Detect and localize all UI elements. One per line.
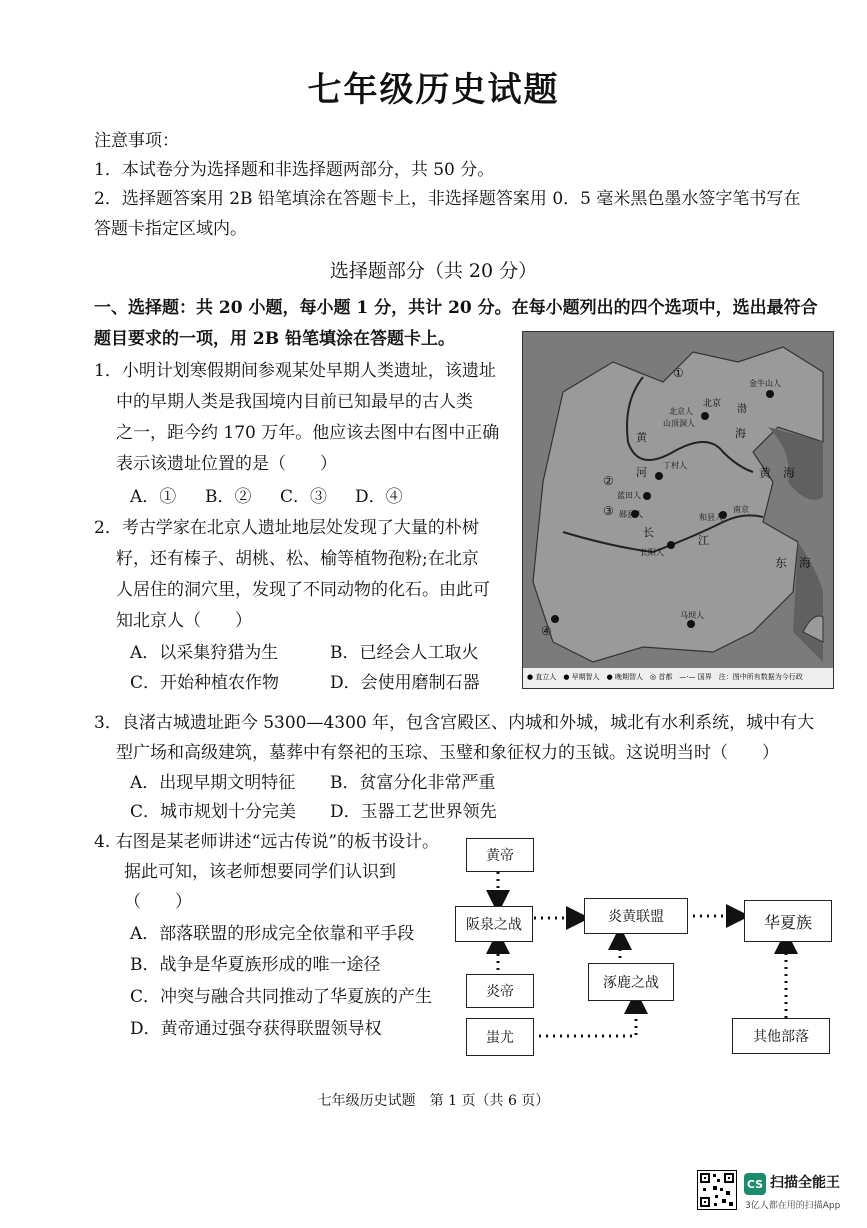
camscanner-logo: CS <box>744 1173 766 1195</box>
q3-option-a: A．出现早期文明特征 <box>130 773 296 793</box>
note-item-2: 2．选择题答案用 2B 铅笔填涂在答题卡上，非选择题答案用 0．5 毫米黑色墨水签字笔书写在 <box>94 189 801 209</box>
q2-option-c: C．开始种植农作物 <box>130 673 280 693</box>
southwest-marker <box>551 615 559 623</box>
map-label-bo: 渤 <box>737 404 747 415</box>
notes-heading: 注意事项： <box>94 131 179 151</box>
note-item-1: 1．本试卷分为选择题和非选择题两部分，共 50 分。 <box>94 160 495 180</box>
q1-option-b: B．② <box>205 487 252 507</box>
box-huangdi: 黄帝 <box>466 838 534 872</box>
page-title: 七年级历史试题 <box>307 70 560 110</box>
q1-option-d: D．④ <box>355 487 403 507</box>
map-marker-4: ④ <box>541 624 552 638</box>
beijingren-marker <box>701 412 709 420</box>
map-marker-1: ① <box>673 366 684 380</box>
box-zhuolu-battle: 涿鹿之战 <box>588 963 674 1001</box>
jinniushan-marker <box>766 390 774 398</box>
q4-option-d: D．黄帝通过强夺获得联盟领导权 <box>130 1019 382 1039</box>
q3-line1: 3．良渚古城遗址距今 5300—4300 年，包含宫殿区、内城和外城，城北有水利系统，城中有大 <box>94 713 815 733</box>
instructions-line1: 一、选择题：共 20 小题，每小题 1 分，共计 20 分。在每小题列出的四个选项中，选出最符合 <box>94 298 818 318</box>
qr-code-icon <box>697 1170 737 1210</box>
map-label-donghai: 东 海 <box>775 556 812 570</box>
map-label-maba: 马坝人 <box>680 611 704 620</box>
q2-option-a: A．以采集狩猎为生 <box>130 643 279 663</box>
q3-option-c: C．城市规划十分完美 <box>130 802 297 822</box>
q4-option-b: B．战争是华夏族形成的唯一途径 <box>130 955 381 975</box>
map-marker-3: ③ <box>603 504 614 518</box>
section-title: 选择题部分（共 20 分） <box>329 260 538 282</box>
instructions-line2: 题目要求的一项，用 2B 铅笔填涂在答题卡上。 <box>94 329 456 349</box>
q3-line2: 型广场和高级建筑，墓葬中有祭祀的玉琮、玉璧和象征权力的玉钺。这说明当时（ ） <box>116 743 779 763</box>
q2-option-d: D．会使用磨制石器 <box>330 673 480 693</box>
map-label-dingcun: 丁村人 <box>663 461 687 470</box>
map-label-hexian: 和县人 <box>699 513 723 522</box>
map-label-lantian: 蓝田人 <box>617 491 641 500</box>
map-label-beijingren: 北京人 <box>669 407 693 416</box>
q2-line3: 人居住的洞穴里，发现了不同动物的化石。由此可 <box>116 580 490 600</box>
map-label-huanghai: 黄 海 <box>759 466 796 480</box>
early-humans-map <box>522 331 834 689</box>
box-huaxia: 华夏族 <box>744 900 832 942</box>
q1-line4: 表示该遗址位置的是（ ） <box>116 454 337 474</box>
box-other-tribes: 其他部落 <box>732 1018 830 1054</box>
q2-option-b: B．已经会人工取火 <box>330 643 479 663</box>
q4-line3: （ ） <box>124 892 192 912</box>
camscanner-name: 扫描全能王 <box>770 1175 840 1191</box>
map-label-hai: 海 <box>735 427 746 440</box>
map-legend: ● 直立人 ● 早期智人 ● 晚期智人 ◎ 首都 —·— 国界 注：图中所有数据为今行政 <box>527 673 803 681</box>
map-label-shandingdong: 山顶洞人 <box>663 419 695 428</box>
map-label-nanjing: 南京 <box>733 505 749 514</box>
q4-line1: 4. 右图是某老师讲述“远古传说”的板书设计。 <box>94 832 440 852</box>
box-yandi: 炎帝 <box>466 974 534 1008</box>
box-chiyou: 蚩尤 <box>466 1018 534 1056</box>
map-label-huang: 黄 <box>636 431 647 444</box>
q2-line2: 籽，还有榛子、胡桃、松、榆等植物孢粉;在北京 <box>116 549 479 569</box>
q1-line2: 中的早期人类是我国境内目前已知最早的古人类 <box>116 392 473 412</box>
maba-marker <box>687 620 695 628</box>
map-marker-2: ② <box>603 474 614 488</box>
q4-option-a: A．部落联盟的形成完全依靠和平手段 <box>130 924 415 944</box>
note-item-2-cont: 答题卡指定区域内。 <box>94 219 247 239</box>
map-label-jiang: 江 <box>698 534 709 547</box>
box-banquan-battle: 阪泉之战 <box>455 906 533 942</box>
q1-line1: 1．小明计划寒假期间参观某处早期人类遗址，该遗址 <box>94 361 496 381</box>
camscanner-tagline: 3亿人都在用的扫描App <box>745 1201 841 1211</box>
q4-option-c: C．冲突与融合共同推动了华夏族的产生 <box>130 987 433 1007</box>
box-yanhuang-alliance: 炎黄联盟 <box>584 898 688 934</box>
page-footer: 七年级历史试题 第 1 页（共 6 页） <box>317 1093 550 1109</box>
map-label-beijing: 北京 <box>703 399 722 409</box>
q1-option-a: A．① <box>130 487 177 507</box>
map-label-jinniushan: 金牛山人 <box>749 379 781 388</box>
q2-line4: 知北京人（ ） <box>116 611 252 631</box>
q3-option-b: B．贫富分化非常严重 <box>330 773 496 793</box>
dingcun-marker <box>655 472 663 480</box>
map-label-chang: 长 <box>643 526 654 539</box>
q4-line2: 据此可知，该老师想要同学们认识到 <box>124 862 396 882</box>
lantian-marker <box>643 492 651 500</box>
map-label-changyang: 长阳人 <box>640 548 664 557</box>
q3-option-d: D．玉器工艺世界领先 <box>330 802 497 822</box>
map-label-yunxian: 郧县人 <box>619 510 643 519</box>
changyang-marker <box>667 541 675 549</box>
map-label-he: 河 <box>636 466 647 479</box>
q2-line1: 2．考古学家在北京人遗址地层处发现了大量的朴树 <box>94 518 479 538</box>
q1-line3: 之一，距今约 170 万年。他应该去图中右图中正确 <box>116 423 500 443</box>
q1-option-c: C．③ <box>280 487 328 507</box>
